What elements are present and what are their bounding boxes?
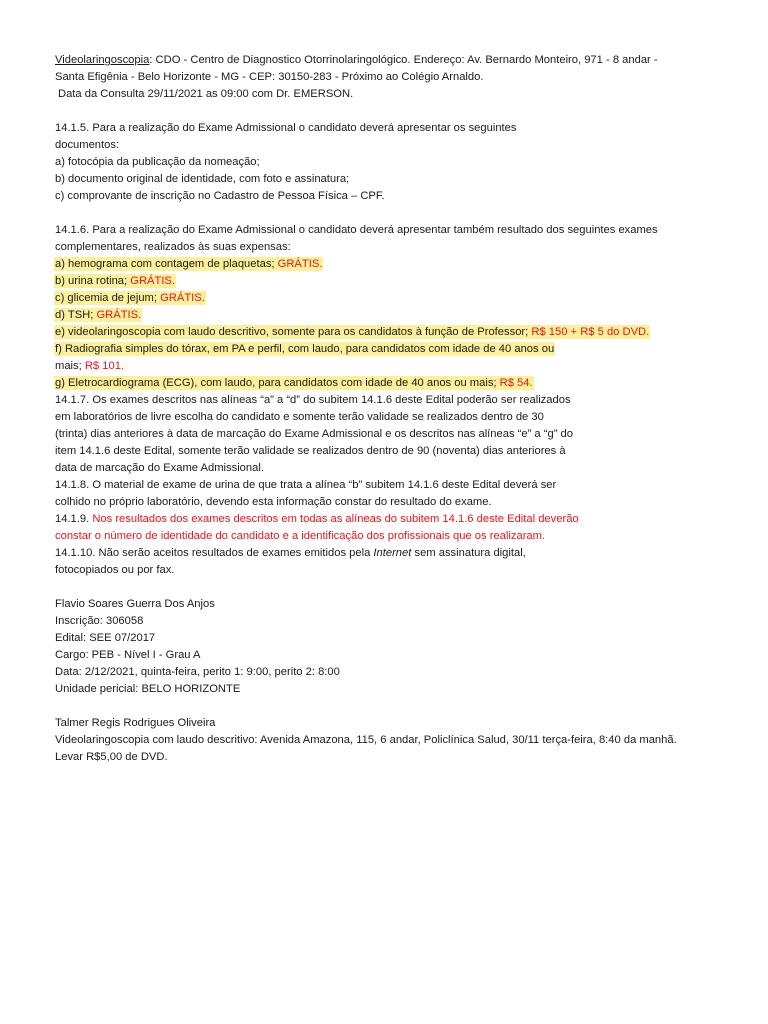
highlight: d) TSH; GRÁTIS. (55, 309, 142, 321)
exam-item-c (55, 290, 735, 307)
exam-item-d (55, 307, 735, 324)
candidate-1-name: Flavio Soares Guerra Dos Anjos (55, 598, 215, 610)
exam-item-a (55, 256, 735, 273)
exam-item-b (55, 273, 735, 290)
candidate-2-line-1: Videolaringoscopia com laudo descritivo: Avenida Amazona, 115, 6 andar, Policlínica Salud, 30/11 terça-feira, 8:40 da manhã. (55, 734, 677, 746)
exam-item-e (55, 324, 735, 341)
section-number: 14.1.7. (55, 394, 90, 406)
section-14-1-7-line-1: 14.1.7. Os exames descritos nas alíneas “a” a “d” do subitem 14.1.6 deste Edital poderão ser realizados (55, 394, 571, 406)
section-14-1-10-line-1: 14.1.10. Não serão aceitos resultados de exames emitidos pela Internet sem assinatura digital, (55, 547, 526, 559)
section-14-1-6-line-1: 14.1.6. Para a realização do Exame Admissional o candidato deverá apresentar também resultado dos seguintes exames (55, 224, 658, 236)
section-number: 14.1.9. (55, 513, 90, 525)
highlight: b) urina rotina; GRÁTIS. (55, 275, 176, 287)
section-14-1-7-line-3: (trinta) dias anteriores à data de marcação do Exame Admissional e os descritos nas alíneas “e” a “g” do (55, 428, 573, 440)
price-tag: GRÁTIS. (96, 309, 142, 321)
appointment-line-2: Santa Efigênia - Belo Horizonte - MG - CEP: 30150-283 - Próximo ao Colégio Arnaldo. (55, 71, 484, 83)
candidate-1-inscricao: Inscrição: 306058 (55, 615, 144, 627)
section-14-1-6-line-2: complementares, realizados às suas expensas: (55, 241, 291, 253)
price-tag: GRÁTIS. (160, 292, 205, 304)
appointment-line-3: Data da Consulta 29/11/2021 as 09:00 com Dr. EMERSON. (58, 88, 354, 100)
document-body (55, 52, 735, 766)
section-14-1-7-line-4: item 14.1.6 deste Edital, somente terão validade se realizados dentro de 90 (noventa) dias anteriores à (55, 445, 566, 457)
appointment-text: : CDO - Centro de Diagnostico Otorrinolaringológico. Endereço: Av. Bernardo Monteiro, 971 - 8 andar - (149, 54, 658, 66)
candidate-1-unidade: Unidade pericial: BELO HORIZONTE (55, 683, 241, 695)
exam-item-f (55, 341, 735, 358)
candidate-2-line-2: Levar R$5,00 de DVD. (55, 751, 168, 763)
section-number: 14.1.5. (55, 122, 90, 134)
document-item-a: a) fotocópia da publicação da nomeação; (55, 156, 260, 168)
appointment-line-1 (55, 52, 735, 69)
exam-item-g (55, 375, 735, 392)
price-tag: R$ 101. (84, 360, 125, 372)
document-item-c: c) comprovante de inscrição no Cadastro de Pessoa Física – CPF. (55, 190, 385, 202)
section-14-1-9-line-2: constar o número de identidade do candidato e a identificação dos profissionais que os realizaram. (55, 530, 546, 542)
candidate-1-edital: Edital: SEE 07/2017 (55, 632, 156, 644)
highlight: f) Radiografia simples do tórax, em PA e perfil, com laudo, para candidatos com idade de 40 anos ou (55, 343, 555, 355)
section-14-1-10-line-2: fotocopiados ou por fax. (55, 564, 175, 576)
highlight: g) Eletrocardiograma (ECG), com laudo, para candidatos com idade de 40 anos ou mais; R$ 54. (55, 377, 533, 389)
price-tag: GRÁTIS. (130, 275, 176, 287)
price-tag: GRÁTIS. (277, 258, 323, 270)
section-14-1-7-line-2: em laboratórios de livre escolha do candidato e somente terão validade se realizados dentro de 30 (55, 411, 544, 423)
section-14-1-9-line-1: 14.1.9. Nos resultados dos exames descritos em todas as alíneas do subitem 14.1.6 deste Edital deverão (55, 513, 579, 525)
section-14-1-5-line-1: 14.1.5. Para a realização do Exame Admissional o candidato deverá apresentar os seguintes (55, 122, 517, 134)
section-14-1-8-line-1: 14.1.8. O material de exame de urina de que trata a alínea “b” subitem 14.1.6 deste Edital deverá ser (55, 479, 557, 491)
section-14-1-5-line-2: documentos: (55, 139, 120, 151)
section-number: 14.1.8. (55, 479, 90, 491)
section-number: 14.1.6. (55, 224, 90, 236)
section-14-1-8-line-2: colhido no próprio laboratório, devendo esta informação constar do resultado do exame. (55, 496, 492, 508)
document-item-b: b) documento original de identidade, com foto e assinatura; (55, 173, 350, 185)
highlight: e) videolaringoscopia com laudo descritivo, somente para os candidatos à função de Professor; R$ 150 + R$ 5 do DVD. (55, 326, 650, 338)
candidate-1-cargo: Cargo: PEB - Nível I - Grau A (55, 649, 201, 661)
appointment-label: Videolaringoscopia (55, 54, 150, 66)
section-14-1-7-line-5: data de marcação do Exame Admissional. (55, 462, 264, 474)
section-number: 14.1.10. (55, 547, 96, 559)
candidate-1-data: Data: 2/12/2021, quinta-feira, perito 1: 9:00, perito 2: 8:00 (55, 666, 340, 678)
price-tag: R$ 54. (499, 377, 533, 389)
exam-item-f-continued: mais; R$ 101. (55, 360, 125, 372)
highlight: a) hemograma com contagem de plaquetas; GRÁTIS. (55, 258, 323, 270)
candidate-2-name: Talmer Regis Rodrigues Oliveira (55, 717, 216, 729)
highlight: c) glicemia de jejum; GRÁTIS. (55, 292, 205, 304)
price-tag: R$ 150 + R$ 5 do DVD. (531, 326, 650, 338)
